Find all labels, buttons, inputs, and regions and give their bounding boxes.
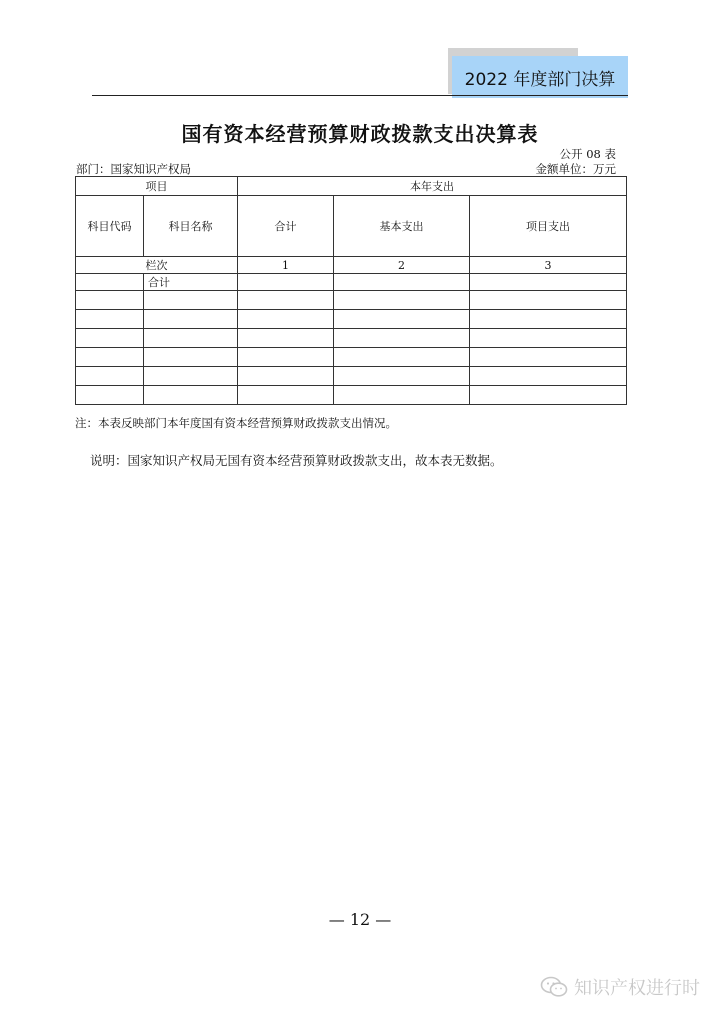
col-header-project: 项目支出 [470, 196, 627, 257]
index-value: 1 [238, 257, 334, 274]
table-cell [76, 274, 144, 291]
table-row [76, 329, 627, 348]
col-header-total: 合计 [238, 196, 334, 257]
table-cell [238, 329, 334, 348]
col-header-code: 科目代码 [76, 196, 144, 257]
table-cell [470, 310, 627, 329]
table-group-header [76, 177, 627, 196]
table-column-header [76, 196, 627, 257]
table-cell [238, 310, 334, 329]
table-cell [76, 310, 144, 329]
table-cell [238, 291, 334, 310]
header-rule [92, 95, 628, 96]
col-header-name: 科目名称 [144, 196, 238, 257]
total-label: 合计 [144, 274, 238, 291]
group-header-item: 项目 [76, 177, 238, 196]
department-label: 部门：国家知识产权局 [76, 162, 191, 176]
table-cell [470, 274, 627, 291]
table-cell [470, 367, 627, 386]
table-cell [144, 329, 238, 348]
wechat-icon [540, 976, 568, 998]
unit-label: 金额单位：万元 [535, 162, 616, 176]
table-cell [76, 386, 144, 405]
table-cell [238, 367, 334, 386]
page-title: 国有资本经营预算财政拨款支出决算表 [181, 122, 539, 146]
table-index-row [76, 257, 627, 274]
table-cell [470, 348, 627, 367]
table-cell [144, 386, 238, 405]
table-note: 注：本表反映部门本年度国有资本经营预算财政拨款支出情况。 [75, 416, 397, 430]
table-cell [76, 367, 144, 386]
table-row [76, 386, 627, 405]
table-cell [334, 367, 470, 386]
table-cell [144, 310, 238, 329]
table-cell [238, 348, 334, 367]
form-number: 公开 08 表 [559, 147, 616, 161]
explanation-text: 说明：国家知识产权局无国有资本经营预算财政拨款支出，故本表无数据。 [90, 453, 503, 468]
table-row [76, 310, 627, 329]
col-header-basic: 基本支出 [334, 196, 470, 257]
table-cell [144, 367, 238, 386]
index-label: 栏次 [76, 257, 238, 274]
table-cell [144, 291, 238, 310]
table-row [76, 367, 627, 386]
table-cell [238, 274, 334, 291]
table-row [76, 291, 627, 310]
index-value: 3 [470, 257, 627, 274]
table-row [76, 348, 627, 367]
table-total-row [76, 274, 627, 291]
page-number: — 12 — [328, 910, 392, 929]
table-cell [334, 348, 470, 367]
expense-table [75, 176, 627, 405]
table-cell [76, 291, 144, 310]
watermark [540, 974, 700, 1000]
group-header-expense: 本年支出 [238, 177, 627, 196]
table-cell [144, 348, 238, 367]
table-cell [470, 329, 627, 348]
table-cell [334, 386, 470, 405]
table-cell [76, 329, 144, 348]
table-cell [334, 329, 470, 348]
watermark-text: 知识产权进行时 [574, 978, 700, 999]
table-cell [470, 291, 627, 310]
table-cell [238, 386, 334, 405]
banner-text: 2022 年度部门决算 [464, 69, 616, 90]
table-cell [334, 274, 470, 291]
table-cell [76, 348, 144, 367]
table-cell [470, 386, 627, 405]
index-value: 2 [334, 257, 470, 274]
table-cell [334, 310, 470, 329]
year-banner [452, 56, 628, 98]
table-cell [334, 291, 470, 310]
